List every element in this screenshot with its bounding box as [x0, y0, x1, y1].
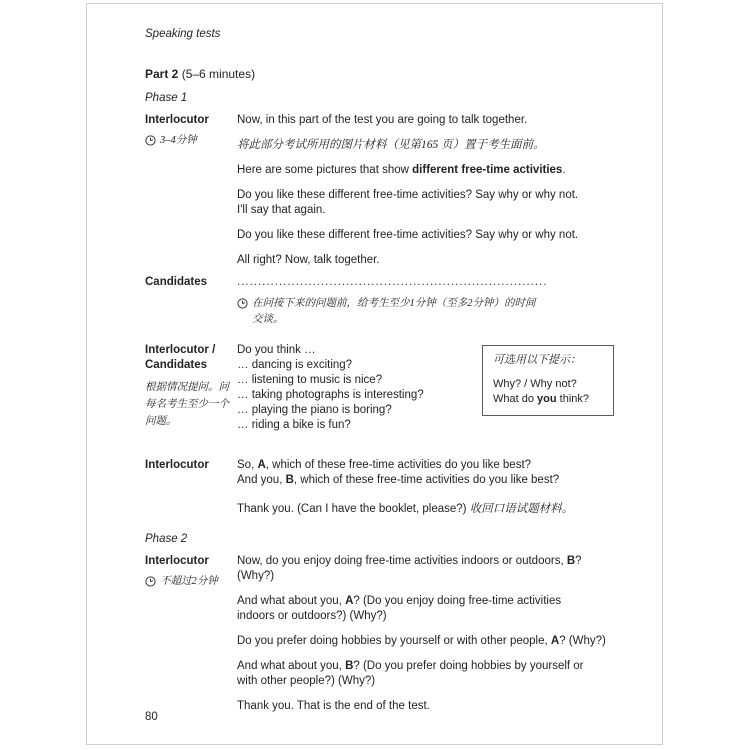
- part-title: Part 2 (5–6 minutes): [145, 67, 256, 81]
- speaker-label: Interlocutor: [145, 459, 209, 471]
- phase-1-label: Phase 1: [145, 92, 188, 104]
- timing-note-text: 3–4分钟: [160, 135, 197, 146]
- paragraph: And what about you, B? (Do you prefer doing hobbies by yourself or with other people?) (Why?): [237, 660, 584, 687]
- paragraph: And what about you, A? (Do you enjoy doing free-time activities indoors or outdoors?) (Why?): [237, 595, 562, 622]
- clock-icon: [145, 135, 156, 146]
- paragraph: Now, in this part of the test you are going to talk together.: [237, 114, 528, 126]
- timing-note-text: 在问接下来的问题前，给考生至少1分钟（至多2分钟）的时间 交谈。: [252, 298, 536, 325]
- interlocutor-row-1: [145, 113, 644, 268]
- paragraph: Here are some pictures that show different free-time activities.: [237, 164, 566, 176]
- paragraph: Thank you. (Can I have the booklet, please?) 收回口语试题材料。: [237, 503, 574, 515]
- interlocutor-row-3: [145, 554, 644, 714]
- interlocutor-candidates-row: [145, 343, 644, 443]
- timing-note: [145, 133, 233, 149]
- prompt-box: [482, 345, 614, 416]
- paragraph: Do you like these different free-time activities? Say why or why not.: [237, 229, 579, 241]
- paragraph: Thank you. That is the end of the test.: [237, 700, 430, 712]
- paragraph: So, A, which of these free-time activities do you like best? And you, B, which of these free-time activities do you like best?: [237, 459, 560, 486]
- clock-icon: [145, 576, 156, 587]
- speaker-label: Interlocutor / Candidates: [145, 344, 216, 371]
- page-number: 80: [145, 711, 158, 723]
- speaker-label: Interlocutor: [145, 114, 209, 126]
- paragraph: Do you like these different free-time activities? Say why or why not. I'll say that again.: [237, 189, 579, 216]
- timing-note-text: 不超过2分钟: [160, 576, 218, 587]
- document-page: [86, 3, 663, 745]
- paragraph: All right? Now, talk together.: [237, 254, 380, 266]
- paragraph: Now, do you enjoy doing free-time activities indoors or outdoors, B? (Why?): [237, 555, 582, 582]
- candidates-row: [145, 275, 644, 328]
- response-dotted-line: ..........................................................................: [237, 276, 548, 288]
- label-note: 根据情况提问。问每名考生至少一个问题。: [145, 382, 229, 427]
- script-text: [237, 113, 644, 268]
- question-list: Do you think … … dancing is exciting? … listening to music is nice? … taking photographs is interesting? … playing the piano is boring? … riding a bike is fun?: [237, 344, 424, 431]
- prompt-box-lines: Why? / Why not? What do you think?: [493, 378, 590, 405]
- timing-note: [237, 296, 644, 328]
- phase-2-label: Phase 2: [145, 533, 188, 545]
- speaker-label: Interlocutor: [145, 555, 209, 567]
- paragraph: 将此部分考试所用的图片材料（见第165 页）置于考生面前。: [237, 139, 545, 151]
- interlocutor-row-2: [145, 458, 644, 517]
- paragraph: Do you prefer doing hobbies by yourself or with other people, A? (Why?): [237, 635, 606, 647]
- running-header: Speaking tests: [145, 28, 221, 40]
- timing-note: [145, 574, 233, 590]
- clock-icon: [237, 298, 248, 309]
- prompt-box-title: 可选用以下提示：: [493, 354, 581, 366]
- speaker-label: Candidates: [145, 276, 207, 288]
